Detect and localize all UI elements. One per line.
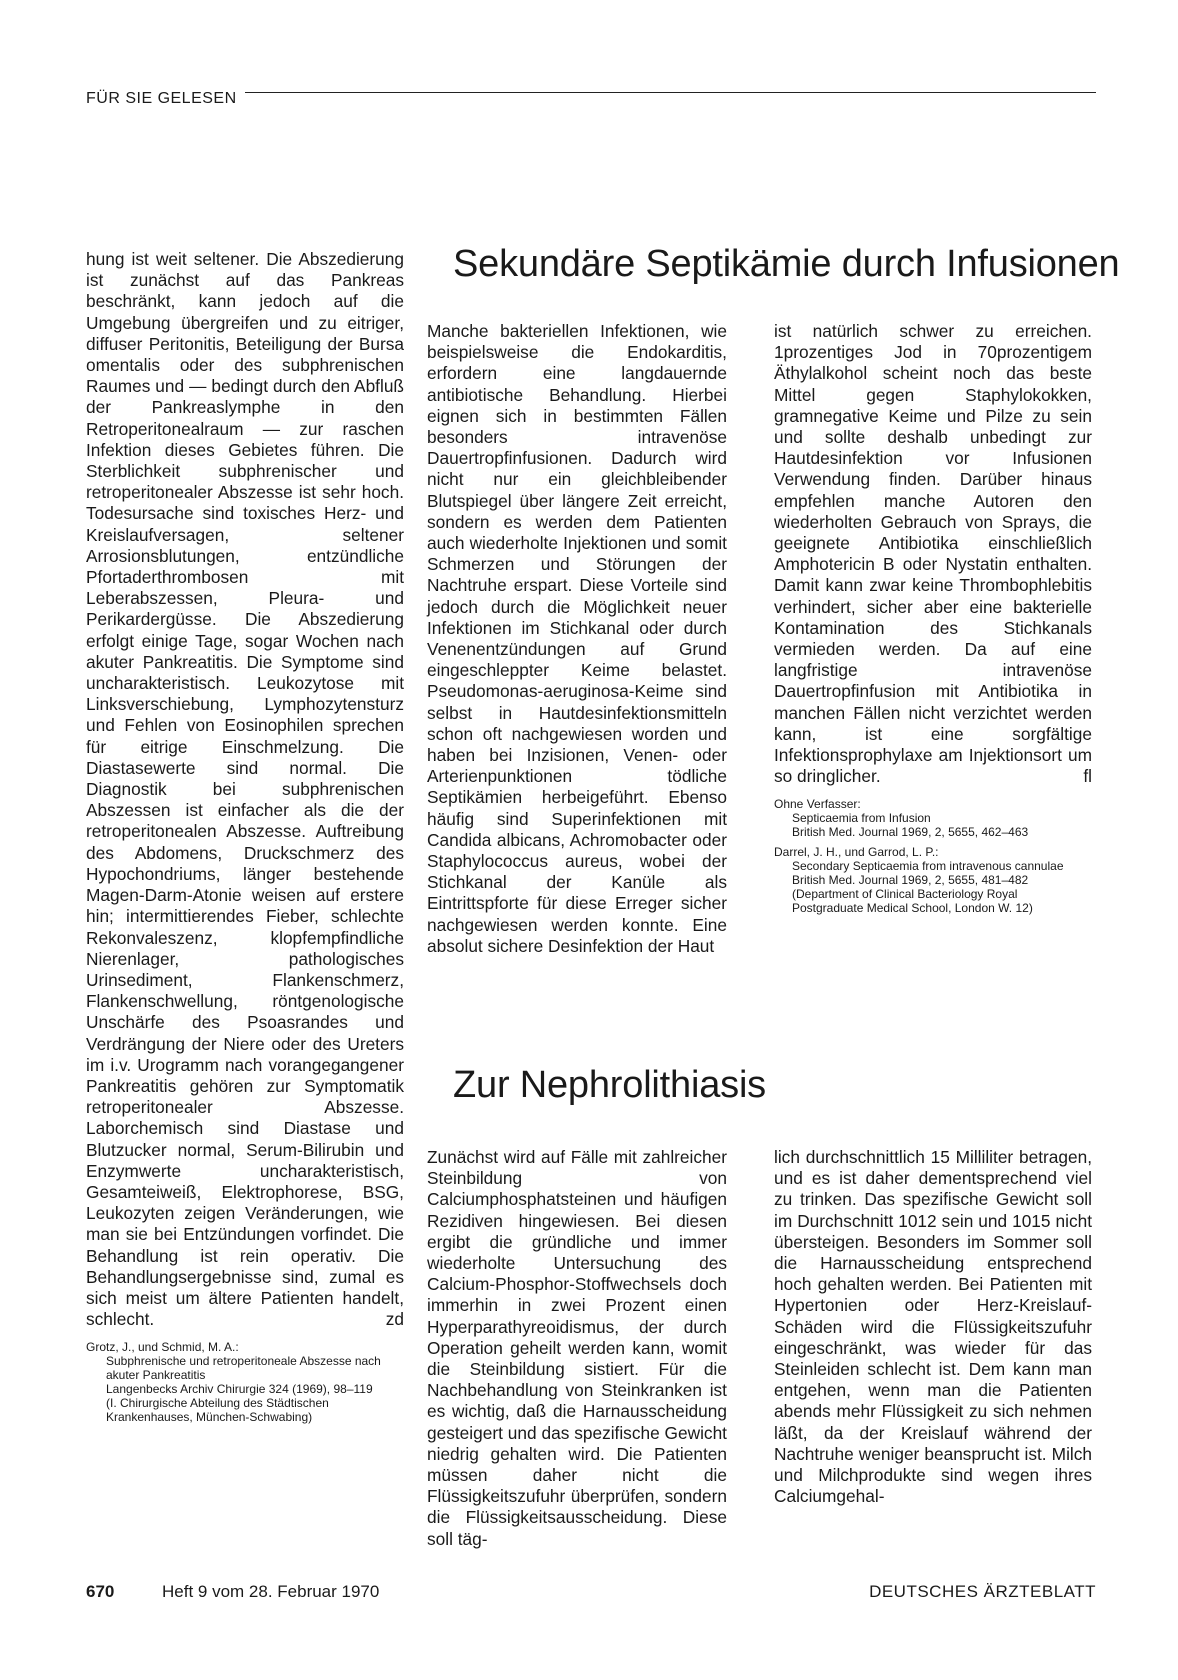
page-number: 670 xyxy=(86,1582,115,1601)
article1-column-2 xyxy=(774,321,1092,915)
article2-column-1 xyxy=(427,1147,727,1550)
issue-info: Heft 9 vom 28. Februar 1970 xyxy=(162,1582,380,1601)
article2-column-2 xyxy=(774,1147,1092,1507)
reference-line: Secondary Septicaemia from intravenous cannulae xyxy=(792,859,1064,874)
reference-line: (I. Chirurgische Abteilung des Städtischen Krankenhauses, München-Schwabing) xyxy=(106,1396,329,1425)
page-footer xyxy=(86,1582,1096,1606)
author-initials: zd xyxy=(385,1309,404,1330)
journal-name: DEUTSCHES ÄRZTEBLATT xyxy=(869,1582,1096,1601)
reference-line: Langenbecks Archiv Chirurgie 324 (1969), 98–119 xyxy=(106,1382,373,1397)
references xyxy=(86,1340,404,1424)
header-rule xyxy=(245,92,1096,93)
reference-line: (Department of Clinical Bacteriology Royal Postgraduate Medical School, London W. 12) xyxy=(792,887,1033,916)
left-column-text: hung ist weit seltener. Die Abszedierung ist zunächst auf das Pankreas beschränkt, kann jedoch auf die Umgebung übergreifen und zu eitriger, diffuser Peritonitis, Beteiligung der Bursa omentalis oder des subphrenischen Raumes und — bedingt durch den Abfluß der Pankreaslymphe in den Retroperitonealraum — zur raschen Infektion dieses Gebietes führen. Die Sterblichkeit subphrenischer und retroperitonealer Abszesse ist sehr hoch. Todesursache sind toxisches Herz- und Kreislaufversagen, seltener Arrosionsblutungen, entzündliche Pfortaderthrombosen mit Leberabszessen, Pleura- und Perikardergüsse. Die Abszedierung erfolgt einige Tage, sogar Wochen nach akuter Pankreatitis. Die Symptome sind uncharakteristisch. Leukozytose mit Linksverschiebung, Lymphozytensturz und Fehlen von Eosinophilen sprechen für eitrige Einschmelzung. Die Diastasewerte sind normal. Die Diagnostik bei subphrenischen Abszessen ist einfacher als die der retroperitonealen Abszesse. Auftreibung des Abdomens, Druckschmerz des Hypochondriums, länger bestehende Magen-Darm-Atonie weisen auf erstere hin; intermittierendes Fieber, schlechte Rekonvaleszenz, klopfempfindliche Nierenlager, pathologisches Urinsediment, Flankenschmerz, Flankenschwellung, röntgenologische Unschärfe des Psoasrandes und Verdrängung der Niere oder des Ureters im i.v. Urogramm nach vorangegangener Pankreatitis gehören zur Symptomatik retroperitonealer Abszesse. Laborchemisch sind Diastase und Blutzucker normal, Serum-Bilirubin und Enzymwerte uncharakteristisch, Gesamteiweiß, Elektrophorese, BSG, Leukozyten zeigen Veränderungen, wie man sie bei Entzündungen vorfindet. Die Behandlung ist rein operativ. Die Behandlungsergebnisse sind, zumal es sich meist um ältere Patienten handelt, schlecht. zd xyxy=(86,249,404,1330)
author-initials: fl xyxy=(1083,766,1092,787)
article1-column-1 xyxy=(427,321,727,957)
article-title: Sekundäre Septikämie durch Infusionen xyxy=(453,243,1120,285)
reference-author: Grotz, J., und Schmid, M. A.: xyxy=(86,1340,239,1355)
reference-line: British Med. Journal 1969, 2, 5655, 462–463 xyxy=(792,825,1029,840)
reference-author: Darrel, J. H., und Garrod, L. P.: xyxy=(774,845,939,860)
reference-line: Subphrenische und retroperitoneale Abszesse nach akuter Pankreatitis xyxy=(106,1354,381,1383)
article-title: Zur Nephrolithiasis xyxy=(453,1064,766,1106)
article1-text-1: Manche bakteriellen Infektionen, wie beispielsweise die Endokarditis, erfordern eine langdauernde antibiotische Behandlung. Hierbei eignen sich in bestimmten Fällen besonders intravenöse Dauertropfinfusionen. Dadurch wird nicht nur ein gleichbleibender Blutspiegel über längere Zeit erreicht, sondern es werden dem Patienten auch wiederholte Injektionen und somit Schmerzen und Störungen der Nachtruhe erspart. Diese Vorteile sind jedoch durch die Möglichkeit neuer Infektionen im Stichkanal oder durch Venenentzündungen auf Grund eingeschleppter Keime belastet. Pseudomonas-aeruginosa-Keime sind selbst in Hautdesinfektionsmitteln schon oft nachgewiesen worden und haben bei Inzisionen, Venen- oder Arterienpunktionen tödliche Septikämien herbeigeführt. Ebenso häufig sind Superinfektionen mit Candida albicans, Achromobacter oder Staphylococcus aureus, wobei der Stichkanal der Kanüle als Eintrittspforte für diese Erreger sicher nachgewiesen werden konnte. Eine absolut sichere Desinfektion der Haut xyxy=(427,321,727,956)
reference-line: British Med. Journal 1969, 2, 5655, 481–482 xyxy=(792,873,1029,888)
section-label: FÜR SIE GELESEN xyxy=(86,90,237,107)
reference-author: Ohne Verfasser: xyxy=(774,797,861,812)
references xyxy=(774,797,1092,915)
article1-text-2: ist natürlich schwer zu erreichen. 1prozentiges Jod in 70prozentigem Äthylalkohol scheint noch das beste Mittel gegen Staphylokokken, gramnegative Keime und Pilze zu sein und sollte deshalb unbedingt zur Hautdesinfektion vor Infusionen Verwendung finden. Darüber hinaus empfehlen manche Autoren den wiederholten Gebrauch von Sprays, die geeignete Antibiotika einschließlich Amphotericin B oder Nystatin enthalten. Damit kann zwar keine Thrombophlebitis verhindert, sicher aber eine bakterielle Kontamination des Stichkanals vermieden werden. Da auf eine langfristige intravenöse Dauertropfinfusion mit Antibiotika in manchen Fällen nicht verzichtet werden kann, ist eine sorgfältige Infektionsprophylaxe am Injektionsort um so dringlicher. fl xyxy=(774,321,1092,787)
article2-text-1: Zunächst wird auf Fälle mit zahlreicher Steinbildung von Calciumphosphatsteinen und häufigen Rezidiven hingewiesen. Bei diesen ergibt die gründliche und immer wiederholte Untersuchung des Calcium-Phosphor-Stoffwechsels doch immerhin in zwei Prozent einen Hyperparathyreoidismus, der durch Operation geheilt werden kann, womit die Steinbildung sistiert. Für die Nachbehandlung von Steinkranken ist es wichtig, daß die Harnausscheidung gesteigert und das spezifische Gewicht niedrig gehalten wird. Die Patienten müssen daher nicht die Flüssigkeitszufuhr überprüfen, sondern die Flüssigkeitsausscheidung. Diese soll täg- xyxy=(427,1147,727,1549)
article2-text-2: lich durchschnittlich 15 Milliliter betragen, und es ist daher dementsprechend viel zu trinken. Das spezifische Gewicht soll im Durchschnitt 1012 sein und 1015 nicht übersteigen. Besonders im Sommer soll die Harnausscheidung entsprechend hoch gehalten werden. Bei Patienten mit Hypertonien oder Herz-Kreislauf-Schäden wird die Flüssigkeitszufuhr eingeschränkt, was wieder für das Steinleiden schlecht ist. Dem kann man entgehen, wenn man die Patienten abends mehr Flüssigkeit zu sich nehmen läßt, da der Kreislauf während der Nachtruhe weniger beansprucht ist. Milch und Milchprodukte sind wegen ihres Calciumgehal- xyxy=(774,1147,1092,1507)
left-column xyxy=(86,249,404,1424)
reference-line: Septicaemia from Infusion xyxy=(792,811,931,826)
section-header xyxy=(86,88,1096,110)
